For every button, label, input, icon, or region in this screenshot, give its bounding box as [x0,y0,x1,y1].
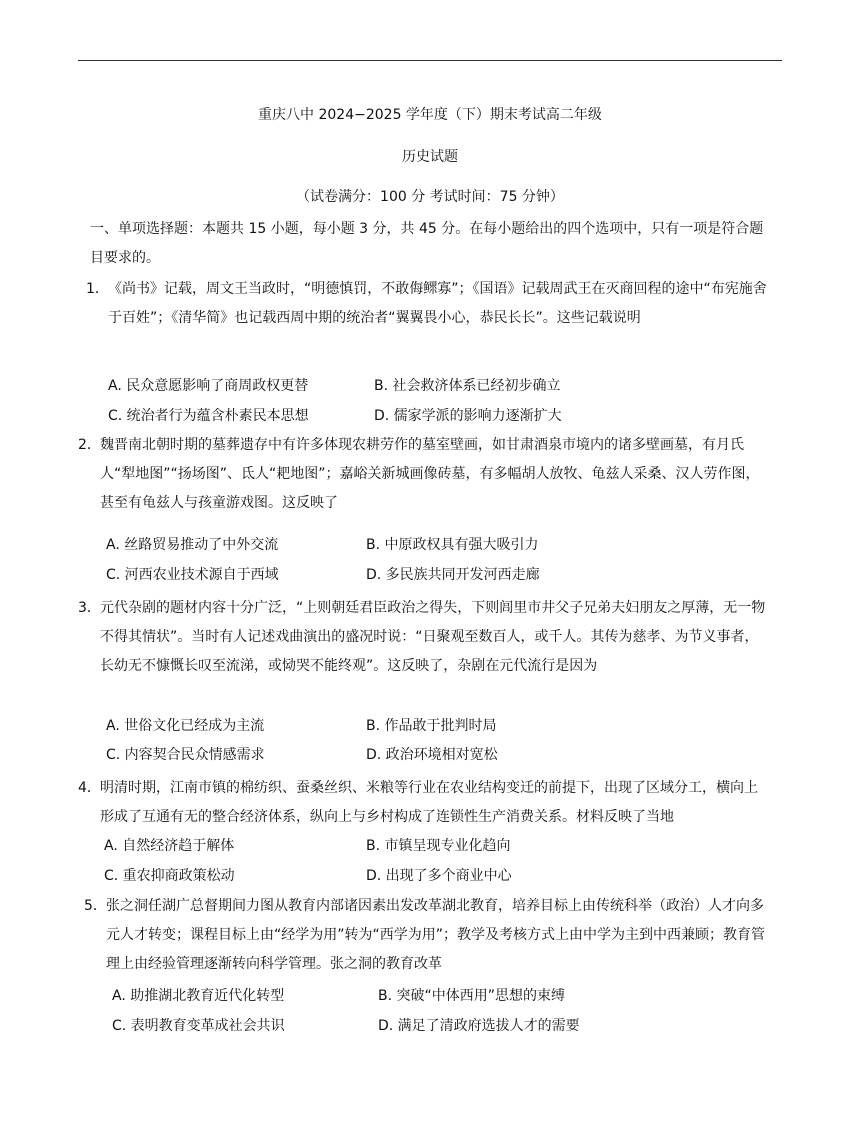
option-d: D. 多民族共同开发河西走廊 [366,567,540,583]
question-number: 2． [78,437,101,453]
option-b: B. 作品敢于批判时局 [366,718,497,734]
question-4 [78,774,770,832]
header-rule [78,60,782,61]
option-b: B. 市镇呈现专业化趋向 [366,838,511,854]
option-d: D. 政治环境相对宽松 [366,747,498,763]
question-stem: 明清时期，江南市镇的棉纺织、蚕桑丝织、米粮等行业在农业结构变迁的前提下，出现了区域分工，横向上形成了互通有无的整合经济体系，纵向上与乡村构成了连锁性生产消费关系。材料反映了当地 [100,780,758,825]
option-d: D. 满足了清政府选拔人才的需要 [378,1018,580,1034]
option-a: A. 丝路贸易推动了中外交流 [106,537,279,553]
question-stem: 魏晋南北朝时期的墓葬遗存中有许多体现农耕劳作的墓室壁画，如甘肃酒泉市境内的诸多壁画墓，有月氏人“犁地图”“扬场图”、氐人“耙地图”；嘉峪关新城画像砖墓，有多幅胡人放牧、龟兹人采桑、汉人劳作图，甚至有龟兹人与孩童游戏图。这反映了 [100,437,760,511]
option-d: D. 出现了多个商业中心 [366,868,512,884]
option-a: A. 自然经济趋于解体 [104,838,235,854]
option-d: D. 儒家学派的影响力逐渐扩大 [374,408,562,424]
option-c: C. 重农抑商政策松动 [104,868,235,884]
question-stem: 《尚书》记载，周文王当政时，“明德慎罚，不敢侮鳏寡”；《国语》记载周武王在灭商回程的途中“布宪施舍于百姓”；《清华简》也记载西周中期的统治者“翼翼畏小心，恭民长长”。这些记载说明 [108,281,767,326]
question-number: 3． [78,600,101,616]
scoring-info: （试卷满分：100 分 考试时间：75 分钟） [296,189,564,205]
question-2 [78,431,770,518]
option-a: A. 世俗文化已经成为主流 [106,718,265,734]
option-c: C. 河西农业技术源自于西域 [106,567,279,583]
question-number: 1． [86,281,109,297]
question-5 [84,892,772,979]
option-b: B. 中原政权具有强大吸引力 [366,537,539,553]
question-1 [86,275,770,333]
question-3 [78,594,770,681]
option-a: A. 助推湖北教育近代化转型 [112,988,285,1004]
option-b: B. 突破“中体西用”思想的束缚 [378,988,566,1004]
question-number: 5． [84,898,107,914]
option-c: C. 统治者行为蕴含朴素民本思想 [108,408,309,424]
subject-title: 历史试题 [402,149,458,165]
question-number: 4． [78,780,101,796]
question-stem: 元代杂剧的题材内容十分广泛，“上则朝廷君臣政治之得失，下则闾里市井父子兄弟夫妇朋友之厚薄，无一物不得其情状”。当时有人记述戏曲演出的盛况时说：“日聚观至数百人，或千人。其传为慈孝、为节义事者，长幼无不慷慨长叹至流涕，或恸哭不能终观”。这反映了，杂剧在元代流行是因为 [100,600,766,674]
option-c: C. 表明教育变革成社会共识 [112,1018,285,1034]
option-a: A. 民众意愿影响了商周政权更替 [108,378,309,394]
option-c: C. 内容契合民众情感需求 [106,747,265,763]
question-stem: 张之洞任湖广总督期间力图从教育内部诸因素出发改革湖北教育，培养目标上由传统科举（政治）人才向多元人才转变；课程目标上由“经学为用”转为“西学为用”；教学及考核方式上由中学为主到中西兼顾；教育管理上由经验管理逐渐转向科学管理。张之洞的教育改革 [106,898,766,972]
section-intro: 一、单项选择题：本题共 15 小题，每小题 3 分，共 45 分。在每小题给出的四个选项中，只有一项是符合题目要求的。 [90,221,764,266]
option-b: B. 社会救济体系已经初步确立 [374,378,561,394]
exam-title: 重庆八中 2024−2025 学年度（下）期末考试高二年级 [258,107,602,123]
